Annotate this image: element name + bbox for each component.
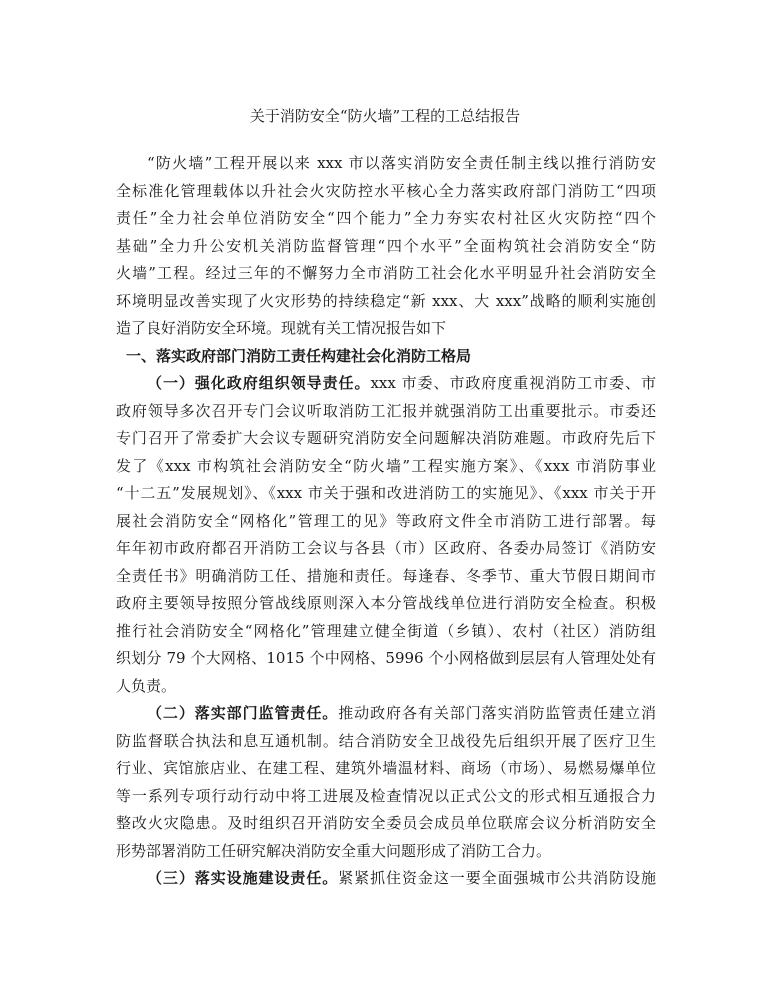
paragraph-heading: （三）落实设施建设责任。 <box>147 869 339 887</box>
paragraph-first-line <box>116 370 656 398</box>
document-title: 关于消防安全“防火墙”工程的工总结报告 <box>249 107 521 125</box>
paragraph-heading: （一）强化政府组织领导责任。 <box>147 374 371 392</box>
paragraph-first-line <box>116 700 656 728</box>
paragraph-line: “十二五”发展规划》、《xxx 市关于强和改进消防工的实施见》、《xxx 市关于开 <box>116 484 656 502</box>
paragraph-line: 防监督联合执法和息互通机制。结合消防安全卫战役先后组织开展了医疗卫生 <box>116 731 656 750</box>
paragraph-line: 整改火灾隐患。及时组织召开消防安全委员会成员单位联席会议分析消防安全 <box>116 814 656 832</box>
intro-line: 责任”全力社会单位消防安全“四个能力”全力夯实农村社区火灾防控“四个 <box>116 209 656 227</box>
paragraph-line: 发了《xxx 市构筑社会消防安全“防火墙”工程实施方案》、《xxx 市消防事业 <box>116 456 656 475</box>
paragraph-text: 紧紧抓住资金这一要全面强城市公共消防设施 <box>338 869 656 887</box>
paragraph-line: 全责任书》明确消防工任、措施和责任。每逢春、冬季节、重大节假日期间市 <box>116 566 656 585</box>
document-body <box>116 150 656 893</box>
intro-line: 环境明显改善实现了火灾形势的持续稳定“新 xxx、大 xxx”战略的顺利实施创 <box>116 291 656 310</box>
intro-line: 全标准化管理载体以升社会火灾防控水平核心全力落实政府部门消防工“四项 <box>116 181 656 200</box>
intro-line: “防火墙”工程开展以来 xxx 市以落实消防安全责任制主线以推行消防安 <box>147 154 656 172</box>
paragraph-line: 形势部署消防工任研究解决消防安全重大问题形成了消防工合力。 <box>116 841 552 860</box>
paragraph-line: 织划分 79 个大网格、1015 个中网格、5996 个小网格做到层层有人管理处处有 <box>116 649 656 667</box>
paragraph-text: 推动政府各有关部门落实消防监管责任建立消 <box>338 704 656 722</box>
paragraph-line: 专门召开了常委扩大会议专题研究消防安全问题解决消防难题。市政府先后下 <box>116 429 656 447</box>
paragraph-heading: （二）落实部门监管责任。 <box>147 704 339 722</box>
intro-line: 火墙”工程。经过三年的不懈努力全市消防工社会化水平明显升社会消防安全 <box>116 264 656 282</box>
paragraph-line: 等一系列专项行动行动中将工进展及检查情况以正式公文的形式相互通报合力 <box>116 786 656 805</box>
paragraph-line: 政府主要领导按照分管战线原则深入本分管战线单位进行消防安全检查。积极 <box>116 594 656 612</box>
paragraph-line: 年年初市政府都召开消防工会议与各县（市）区政府、各委办局签订《消防安 <box>116 539 656 557</box>
paragraph-line: 政府领导多次召开专门会议听取消防工汇报并就强消防工出重要批示。市委还 <box>116 401 656 420</box>
paragraph-text: xxx 市委、市政府度重视消防工市委、市 <box>370 374 656 392</box>
section-heading: 一、落实政府部门消防工责任构建社会化消防工格局 <box>126 346 472 365</box>
paragraph-line: 展社会消防安全“网格化”管理工的见》等政府文件全市消防工进行部署。每 <box>116 511 656 530</box>
intro-line: 基础”全力升公安机关消防监督管理“四个水平”全面构筑社会消防安全“防 <box>116 236 656 255</box>
intro-line: 造了良好消防安全环境。现就有关工情况报告如下 <box>116 319 447 337</box>
paragraph-line: 行业、宾馆旅店业、在建工程、建筑外墙温材料、商场（市场）、易燃易爆单位 <box>116 759 656 777</box>
paragraph-line: 人负责。 <box>116 676 177 695</box>
paragraph-first-line <box>116 865 656 893</box>
paragraph-line: 推行社会消防安全“网格化”管理建立健全街道（乡镇）、农村（社区）消防组 <box>116 621 656 640</box>
